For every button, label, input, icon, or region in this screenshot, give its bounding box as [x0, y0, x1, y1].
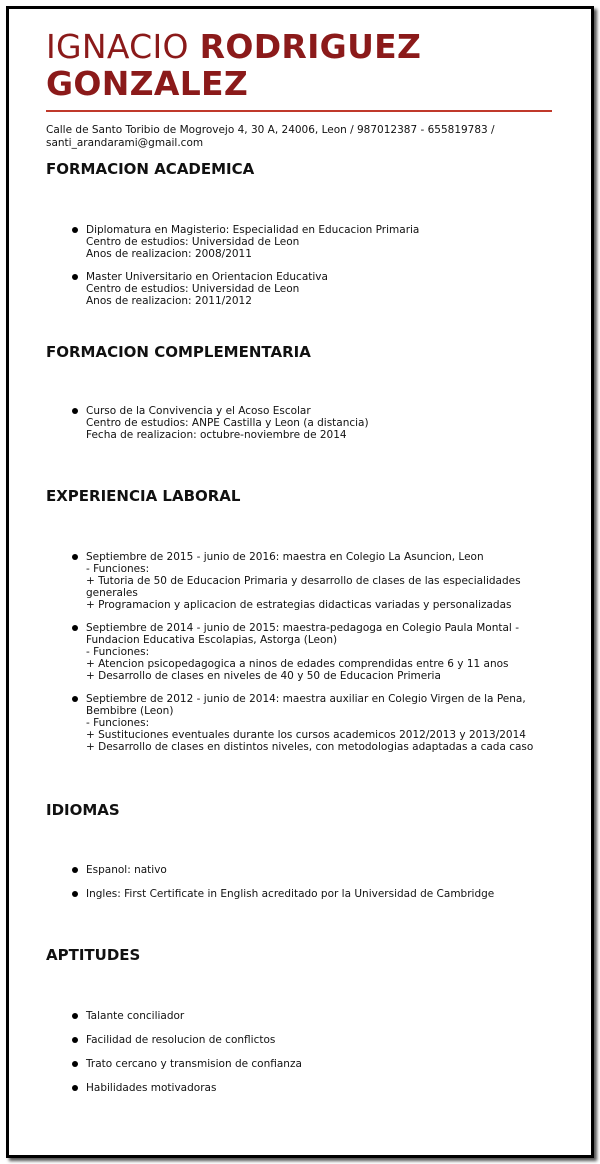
candidate-name	[46, 28, 556, 102]
section-title-academic: FORMACION ACADEMICA	[46, 160, 255, 178]
academic-list	[72, 224, 547, 307]
list-item: Septiembre de 2014 - junio de 2015: maestra-pedagoga en Colegio Paula Montal - Fundacion Educativa Escolapias, Astorga (Leon) - Funciones: + Atencion psicopedagogica a ninos de edades comprendidas entre 6 y 11 anos + Desarrollo de clases en niveles de 40 y 50 de Educacion Primeria	[72, 622, 547, 682]
section-title-experience: EXPERIENCIA LABORAL	[46, 487, 241, 505]
contact-info: Calle de Santo Toribio de Mogrovejo 4, 30 A, 24006, Leon / 987012387 - 655819783 / santi_arandarami@gmail.com	[46, 124, 495, 149]
list-item: Habilidades motivadoras	[72, 1082, 547, 1094]
resume-header	[46, 28, 556, 102]
last-name-1: RODRIGUEZ	[199, 27, 422, 66]
list-item: Master Universitario en Orientacion Educativa Centro de estudios: Universidad de Leon Anos de realizacion: 2011/2012	[72, 271, 547, 307]
list-item: Septiembre de 2012 - junio de 2014: maestra auxiliar en Colegio Virgen de la Pena, Bembibre (Leon) - Funciones: + Sustituciones eventuales durante los cursos academicos 2012/2013 y 2013/2014 + Desarrollo de clases en distintos niveles, con metodologias adaptadas a cada caso	[72, 693, 547, 753]
list-item: Ingles: First Certificate in English acreditado por la Universidad de Cambridge	[72, 888, 547, 900]
first-name: IGNACIO	[46, 27, 189, 66]
experience-list	[72, 551, 547, 753]
list-item: Septiembre de 2015 - junio de 2016: maestra en Colegio La Asuncion, Leon - Funciones: + Tutoria de 50 de Educacion Primaria y desarrollo de clases de las especialidades generales + Programacion y aplicacion de estrategias didacticas variadas y personalizadas	[72, 551, 547, 611]
list-item: Facilidad de resolucion de conflictos	[72, 1034, 547, 1046]
section-title-languages: IDIOMAS	[46, 801, 120, 819]
list-item: Talante conciliador	[72, 1010, 547, 1022]
list-item: Curso de la Convivencia y el Acoso Escolar Centro de estudios: ANPE Castilla y Leon (a distancia) Fecha de realizacion: octubre-noviembre de 2014	[72, 405, 547, 441]
last-name-2: GONZALEZ	[46, 64, 249, 103]
complementary-list	[72, 405, 547, 441]
header-divider	[46, 110, 552, 112]
skills-list	[72, 1010, 547, 1094]
section-title-skills: APTITUDES	[46, 946, 141, 964]
list-item: Diplomatura en Magisterio: Especialidad en Educacion Primaria Centro de estudios: Universidad de Leon Anos de realizacion: 2008/2011	[72, 224, 547, 260]
languages-list	[72, 864, 547, 900]
list-item: Trato cercano y transmision de confianza	[72, 1058, 547, 1070]
list-item: Espanol: nativo	[72, 864, 547, 876]
section-title-complementary: FORMACION COMPLEMENTARIA	[46, 343, 311, 361]
